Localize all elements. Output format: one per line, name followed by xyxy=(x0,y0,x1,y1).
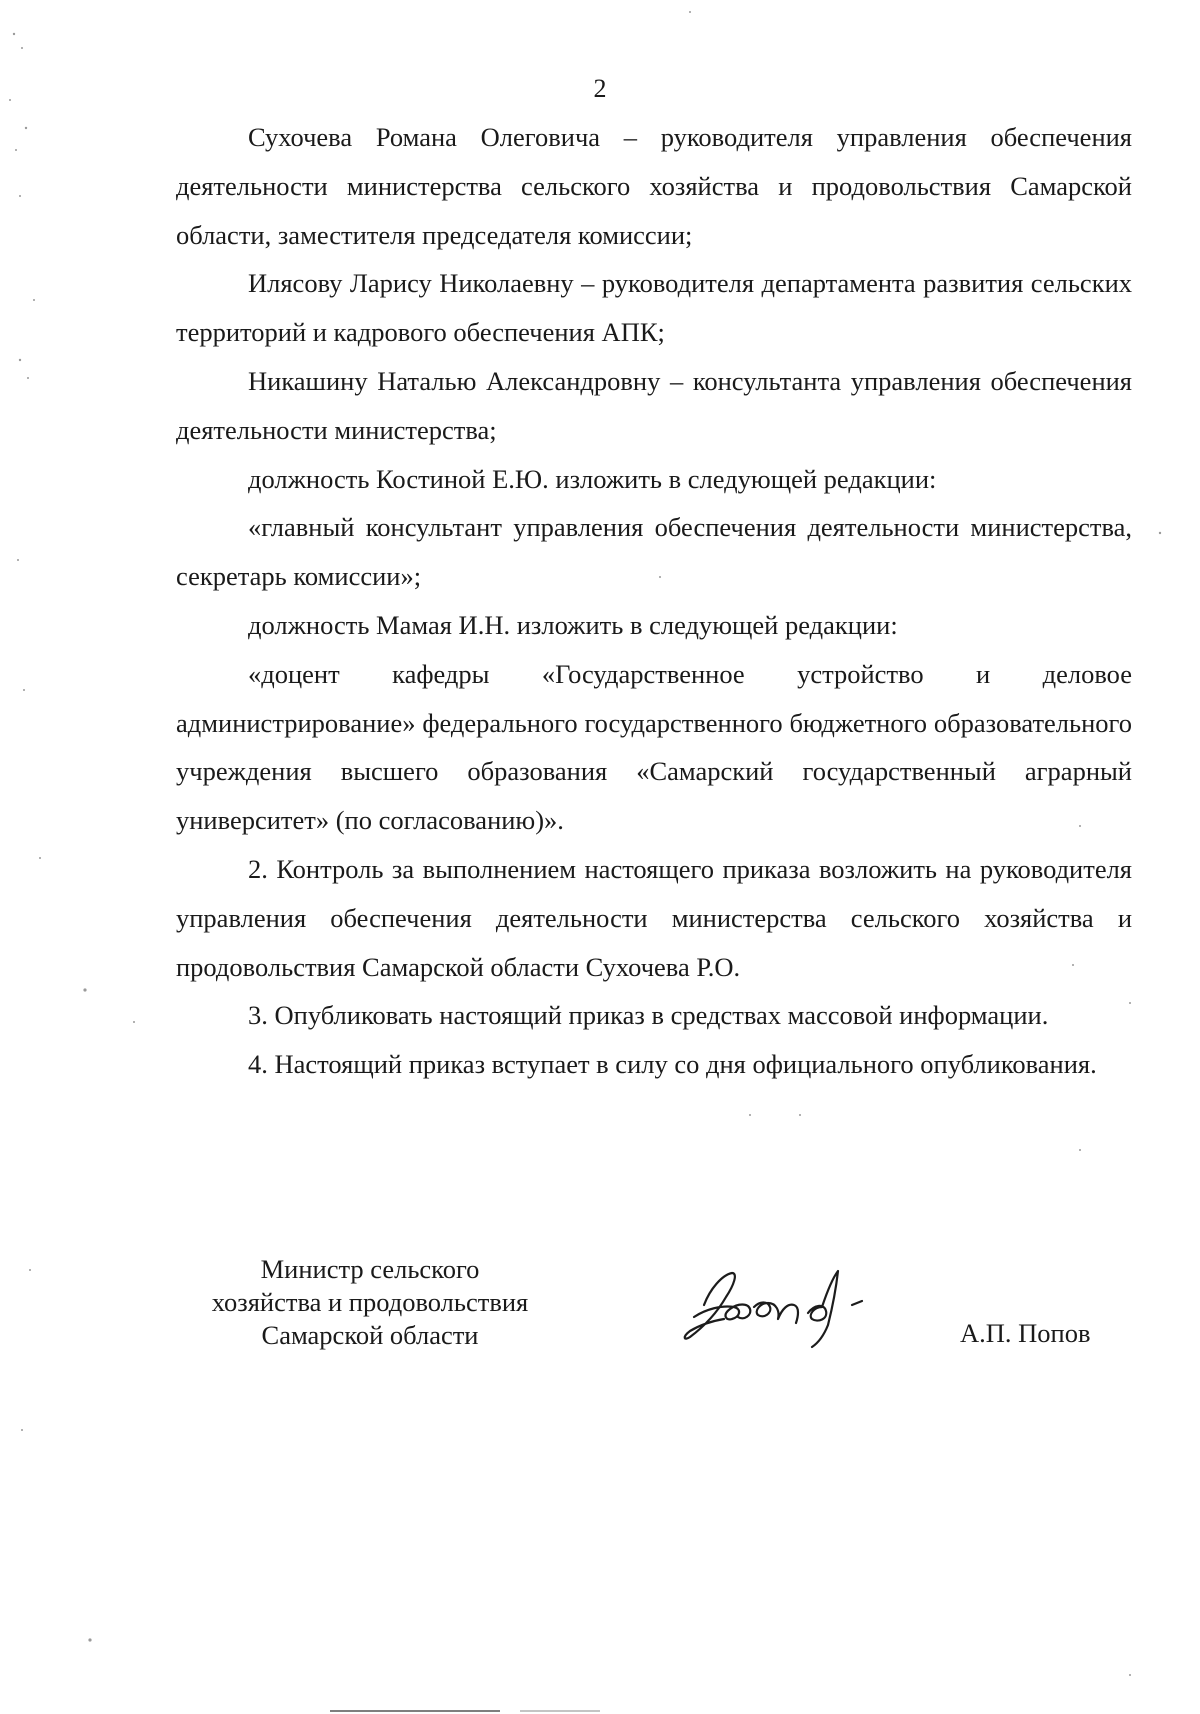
page-number: 2 xyxy=(593,74,607,103)
paragraph: Никашину Наталью Александровну – консультанта управления обеспечения деятельности министерства; xyxy=(176,365,1132,445)
signatory-title-line: хозяйства и продовольствия xyxy=(211,1287,529,1317)
signatory-title-line: Самарской области xyxy=(261,1320,479,1350)
signatory-title xyxy=(170,1253,570,1352)
document-body xyxy=(176,113,1132,1089)
paragraph: «доцент кафедры «Государственное устройство и деловое администрирование» федерального государственного бюджетного образовательного учреждения высшего образования «Самарский государственный аграрный университет» (по согласованию)». xyxy=(176,658,1132,836)
paragraph: Сухочева Романа Олеговича – руководителя управления обеспечения деятельности министерства сельского хозяйства и продовольствия Самарской области, заместителя председателя комиссии; xyxy=(176,122,1132,250)
paragraph: 3. Опубликовать настоящий приказ в средствах массовой информации. xyxy=(248,1000,1049,1031)
paragraph: должность Костиной Е.Ю. изложить в следующей редакции: xyxy=(248,463,937,494)
handwritten-signature xyxy=(676,1265,866,1350)
paragraph: Илясову Ларису Николаевну – руководителя департамента развития сельских территорий и кадрового обеспечения АПК; xyxy=(176,268,1132,348)
paragraph: «главный консультант управления обеспечения деятельности министерства, секретарь комиссии»; xyxy=(176,512,1132,592)
paragraph: 4. Настоящий приказ вступает в силу со дня официального опубликования. xyxy=(248,1049,1097,1080)
scan-bottom-edge xyxy=(0,1706,1200,1714)
paragraph: должность Мамая И.Н. изложить в следующей редакции: xyxy=(248,609,898,640)
paragraph: 2. Контроль за выполнением настоящего приказа возложить на руководителя управления обеспечения деятельности министерства сельского хозяйства и продовольствия Самарской области Сухочева Р.О. xyxy=(176,853,1132,982)
signatory-title-line: Министр сельского xyxy=(260,1254,480,1284)
signatory-name: А.П. Попов xyxy=(960,1318,1091,1348)
